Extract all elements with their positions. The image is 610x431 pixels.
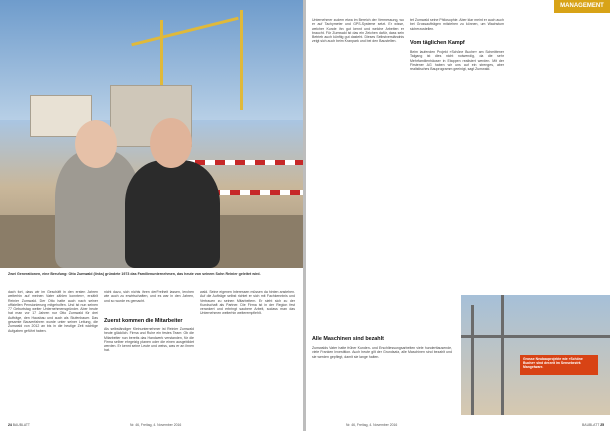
section-heading-kampf: Vom täglichen Kampf (410, 40, 465, 46)
section-heading-mitarbeiter: Zuerst kommen die Mitarbeiter (104, 318, 183, 324)
body-column-3: wald. Seine eigenen Interessen müssen da hinten anstehen. Auf die Aufträge selbst richtet er sich mit Fachkenntnis und Vertrauen zu seinen Mitarbeitern. Er sieht sich zu der Kundschaft als Partner. Die Firma ist in der Region fest verankert und erbringt saubere Arbeit, sodass man das Unternehmen weiterhin weiterempfiehlt. (200, 290, 295, 316)
photo-badge: Grosse Neubauprojekte wie »Schöne Buche« sind derzeit im Sensebezirk Mangelware. (520, 355, 598, 375)
scaffold-beam-2 (501, 295, 504, 415)
body-column-1: dach fort, dass wir im Geschäft in den ersten Jahren weiterhin auf meinen Vater zählen konnten«, erzählt Reinier Zumwald. Der Otto hatte auch nach seiner offiziellen Pensionierung mitgeholfen. Und ist nun seinen 77 Geburtstag weiter Unternehmensgründer. Aber heute hat man vor 17 Jahren nur Otto Zumwald für drei Aufträge, den Hausbau und auch als Stufenbauer. Das gesamte Bauverfahren wurde unter seiner Leitung, die Zumwald von 2012 an bis in die heutige Zeit wichtige Aufgaben geführt haben. (8, 290, 98, 333)
photo-caption: Zwei Generationen, eine Berufung: Otto Zumwald (links) gründete 1973 das Familienunternehmen, das heute von seinem Sohn Reinier geleitet wird. (8, 272, 261, 276)
son-head (150, 118, 192, 168)
portrait-photo (0, 0, 303, 268)
right-column-1: Unternehmer zudem etwa im Bereich der Vermessung, wo er auf Tachymeter und GPS-Systeme setzt. Er wisse, welcher Kunde ihn gut kennt und welche Arbeiten er braucht. Für Zumwald ist das ein Zeichen dafür, dass sein Betrieb auch künftig gut dasteht. Dieses Selbstverständnis zeigt sich auch beim Kranpark und bei den Baustellen. (312, 18, 404, 44)
issue-left: Nr. 46, Freitag, 4. November 2016 (130, 423, 182, 427)
section-tag: MANAGEMENT (554, 0, 610, 13)
right-column-2-intro: tet Zumwald seine Philosophie. Aber klar meint er auch auch bei Grossaufträgen mitziehen zu können, um Wachstum sicherzustellen. (410, 18, 504, 31)
crane-mast-2 (240, 10, 243, 110)
page-number-left: 24 (8, 423, 12, 427)
son-figure (125, 160, 220, 268)
right-footer (582, 423, 604, 427)
issue-right: Nr. 46, Freitag, 4. November 2016 (346, 423, 398, 427)
left-page (0, 0, 303, 431)
scaffold-beam (471, 305, 474, 415)
right-column-2: Beim laufenden Projekt »Schöne Buche« am Schmittener Talgang ist dies nicht notwendig, da die sehr Mehrfamilienhäuser in Etappen realisiert werden. Mit der Firstener AG haben wir uns auf ein strenges, aber realistisches Bauprogramm geeinigt, sagt Zumwald. (410, 50, 504, 72)
brand-left: BAUBLATT (12, 423, 31, 427)
section-heading-maschinen: Alle Maschinen sind bezahlt (312, 336, 384, 342)
brand-right: BAUBLATT (582, 423, 600, 427)
father-head (75, 120, 117, 168)
right-page (306, 0, 610, 431)
left-footer (8, 423, 30, 427)
page-number-right: 25 (600, 423, 604, 427)
body-column-2-intro: nicht dazu, sich nichts ihren derFreiheit lassen, lerchen wie auch zu erwirtschaften, und es war in den Jahren, und so wurde es gemacht. (104, 290, 194, 303)
scaffold-beam-3 (461, 335, 610, 338)
body-column-2: Als selbständiger Kleinunternehmer ist Reinier Zumwald heute glücklich. Firma und Ruhe ein festes Team: Ob die Mitarbeiter nun bereits das Handwerk verstanden, für die Firma selber ehrgeizig planen oder die einen ausgebildet werden. Er kennt seine Leute und weiss, was er an ihnen hat. (104, 327, 194, 353)
right-middle-body: Zumwalds Vater hatte früher Kunden- und Erschliessungsarbeiten viele hunderttausende, viele Franken Investition. Auch heute gilt der Grundsatz, alle Maschinen sind bezahlt und sie werden gepflegt, damit sie lange halten. (312, 346, 452, 359)
